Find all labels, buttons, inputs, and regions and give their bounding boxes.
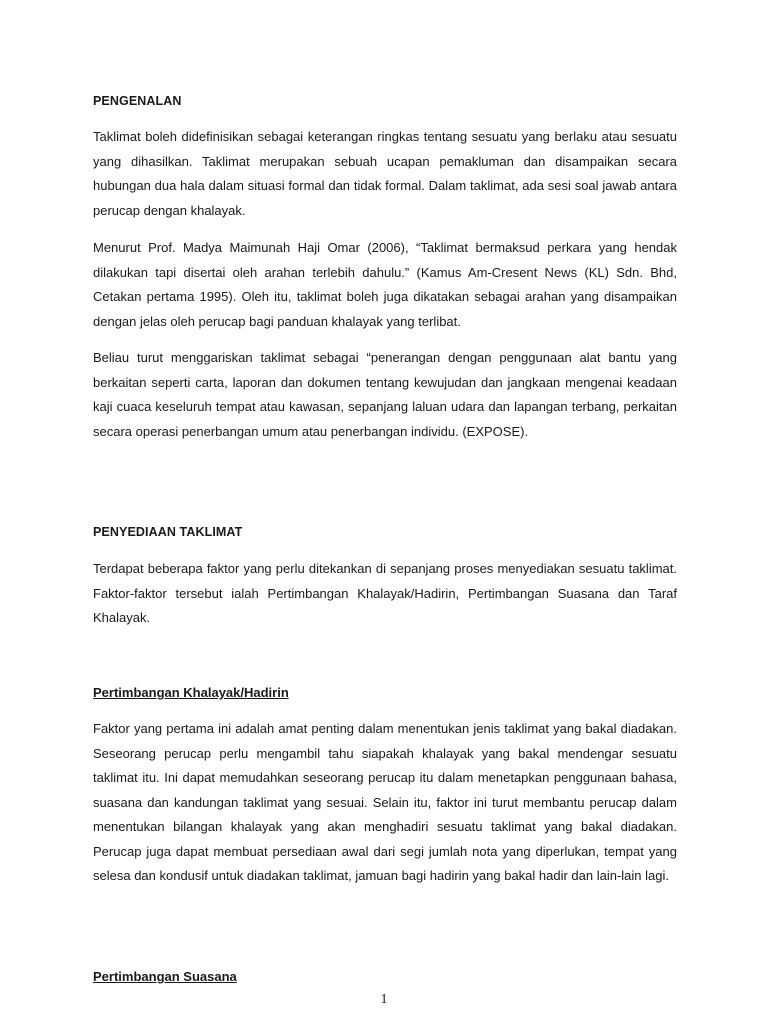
paragraph-pengenalan-2: Menurut Prof. Madya Maimunah Haji Omar (2006), “Taklimat bermaksud perkara yang hendak dilakukan tapi disertai oleh arahan terlebih dahulu.” (Kamus Am-Cresent News (KL) Sdn. Bhd, Cetakan pertama 1995). Oleh itu, taklimat boleh juga dikatakan sebagai arahan yang disampaikan dengan jelas oleh perucap bagi panduan khalayak yang terlibat. <box>93 240 677 329</box>
subheading-pertimbangan-khalayak: Pertimbangan Khalayak/Hadirin <box>93 685 289 700</box>
paragraph-pengenalan-3: Beliau turut menggariskan taklimat sebagai “penerangan dengan penggunaan alat bantu yang berkaitan seperti carta, laporan dan dokumen tentang kewujudan dan jangkaan mengenai keadaan kaji cuaca keseluruh tempat atau kawasan, sepanjang laluan udara dan lapangan terbang, perkaitan secara operasi penerbangan umum atau penerbangan individu. (EXPOSE). <box>93 350 677 439</box>
document-page <box>93 0 677 1024</box>
heading-penyediaan-taklimat: PENYEDIAAN TAKLIMAT <box>93 525 243 539</box>
paragraph-penyediaan-1: Terdapat beberapa faktor yang perlu ditekankan di sepanjang proses menyediakan sesuatu taklimat. Faktor-faktor tersebut ialah Pertimbangan Khalayak/Hadirin, Pertimbangan Suasana dan Taraf Khalayak. <box>93 561 677 625</box>
paragraph-khalayak-1: Faktor yang pertama ini adalah amat penting dalam menentukan jenis taklimat yang bakal diadakan. Seseorang perucap perlu mengambil tahu siapakah khalayak yang bakal mendengar sesuatu taklimat itu. Ini dapat memudahkan seseorang perucap itu dalam menetapkan penggunaan bahasa, suasana dan kandungan taklimat yang sesuai. Selain itu, faktor ini turut membantu perucap dalam menentukan bilangan khalayak yang akan menghadiri sesuatu taklimat yang bakal diadakan. Perucap juga dapat membuat persediaan awal dari segi jumlah nota yang diperlukan, tempat yang selesa dan kondusif untuk diadakan taklimat, jamuan bagi hadirin yang bakal hadir dan lain-lain lagi. <box>93 721 677 883</box>
subheading-pertimbangan-suasana: Pertimbangan Suasana <box>93 969 237 984</box>
page-number: 1 <box>380 992 388 1007</box>
paragraph-pengenalan-1: Taklimat boleh didefinisikan sebagai keterangan ringkas tentang sesuatu yang berlaku atau sesuatu yang dihasilkan. Taklimat merupakan sebuah ucapan pemakluman dan disampaikan secara hubungan dua hala dalam situasi formal dan tidak formal. Dalam taklimat, ada sesi soal jawab antara perucap dengan khalayak. <box>93 129 677 218</box>
heading-pengenalan: PENGENALAN <box>93 94 182 108</box>
